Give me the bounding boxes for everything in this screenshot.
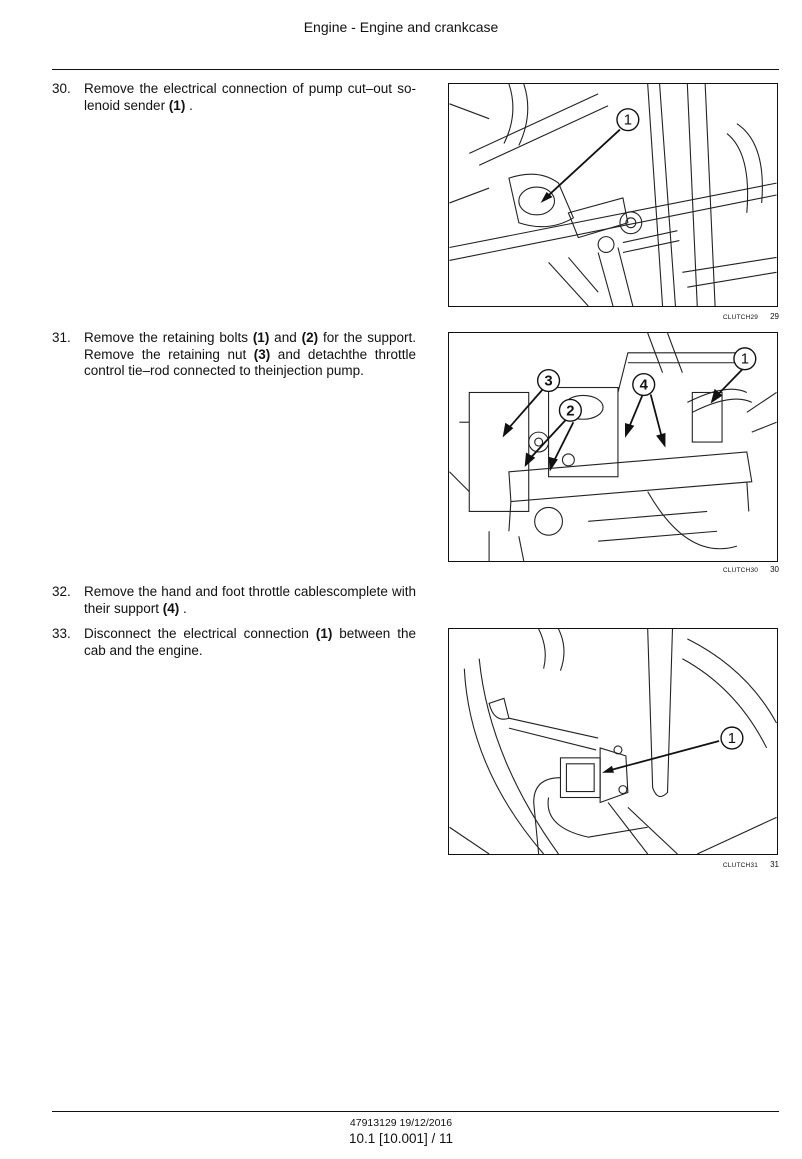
step-text: Remove the electrical connection of pump cut–out so- lenoid sender (1) . [84,81,416,113]
figure-illustration [449,629,777,854]
page-header-title: Engine - Engine and crankcase [303,19,499,35]
step-text: Remove the hand and foot throttle cablescomplete with their support (4) . [84,584,416,616]
callout-label: 2 [566,403,575,420]
step-text: Remove the retaining bolts (1) and (2) for the support. Remove the retaining nut (3) and detachthe throttle control tie–rod connected to theinjection pump. [84,330,416,378]
footer-document-ref: 47913129 19/12/2016 [349,1117,453,1129]
figure-caption: CLUTCH31 31 [722,860,779,869]
step-number: 33. [52,626,71,641]
callout-label: 1 [623,112,632,129]
step-number: 30. [52,81,71,96]
step-number: 31. [52,330,71,345]
callout-label: 3 [544,373,553,390]
figure-illustration [449,333,777,561]
callout-label: 4 [639,377,648,394]
figure-clutch29 [448,83,778,307]
step-32 [52,584,416,617]
step-number: 32. [52,584,71,599]
footer-page-ref: 10.1 [10.001] / 11 [348,1131,454,1146]
footer-rule [52,1111,779,1112]
step-text: Disconnect the electrical connection (1) between the cab and the engine. [84,626,416,658]
step-33 [52,626,416,659]
callout-leader-line [545,130,620,199]
figure-illustration [449,84,777,306]
figure-caption: CLUTCH29 29 [722,312,779,321]
figure-caption: CLUTCH30 30 [722,565,779,574]
figure-clutch30 [448,332,778,562]
callout-label: 1 [740,351,749,368]
figure-clutch31 [448,628,778,855]
step-31 [52,330,416,380]
step-30 [52,81,416,114]
header-rule [52,69,779,70]
callout-label: 1 [727,730,737,747]
